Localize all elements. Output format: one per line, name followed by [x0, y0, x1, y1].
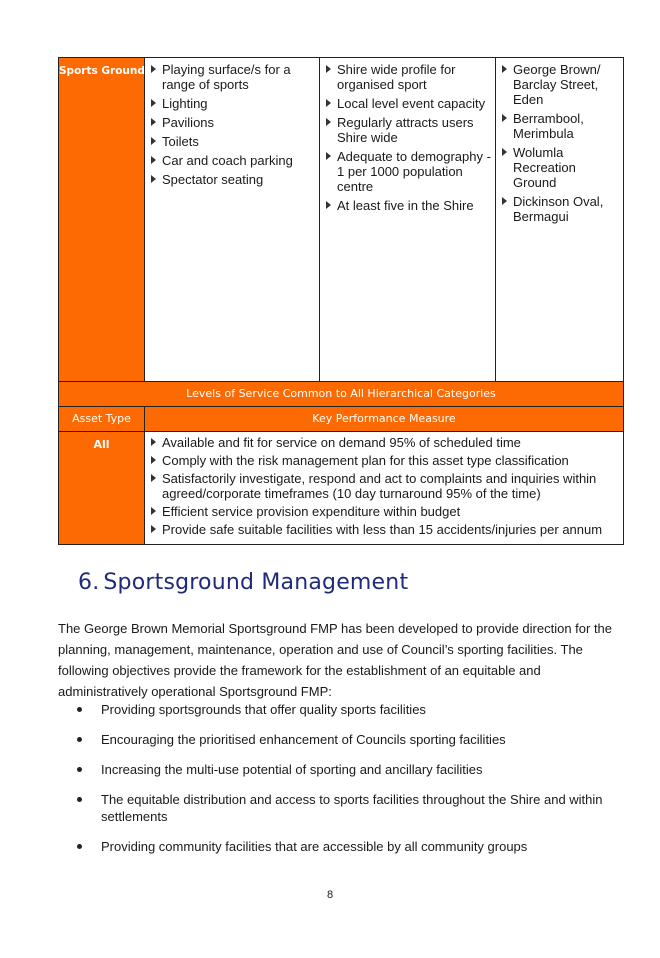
table-list-item-text: Playing surface/s for a range of sports [162, 62, 291, 92]
examples-list [500, 62, 619, 224]
triangle-bullet-icon [326, 201, 331, 209]
triangle-bullet-icon [151, 99, 156, 107]
bullet-dot-icon [77, 797, 82, 802]
triangle-bullet-icon [151, 438, 156, 446]
table-list-item-text: Comply with the risk management plan for this asset type classification [162, 453, 569, 468]
header-row [59, 407, 624, 432]
table-list-item-text: Lighting [162, 96, 208, 111]
section-number: 6. [78, 570, 100, 595]
section-heading [78, 570, 408, 595]
table-list-item [149, 471, 619, 501]
triangle-bullet-icon [151, 156, 156, 164]
objective-text: Providing sportsgrounds that offer quality sports facilities [101, 702, 426, 717]
table-list-item-text: Pavilions [162, 115, 215, 130]
facilities-list [149, 62, 315, 187]
category-cell: Sports Ground [59, 58, 145, 382]
triangle-bullet-icon [151, 65, 156, 73]
triangle-bullet-icon [151, 175, 156, 183]
table-list-item [149, 153, 315, 168]
triangle-bullet-icon [326, 152, 331, 160]
service-levels-table [58, 57, 624, 545]
page-number: 8 [326, 889, 334, 901]
common-levels-band: Levels of Service Common to All Hierarchical Categories [59, 382, 624, 407]
examples-cell [496, 58, 624, 382]
table-list-item-text: Wolumla Recreation Ground [513, 145, 576, 190]
triangle-bullet-icon [151, 474, 156, 482]
facilities-cell [145, 58, 320, 382]
kpm-cell [145, 432, 624, 545]
intro-paragraph: The George Brown Memorial Sportsground FMP has been developed to provide direction for the planning, management, maintenance, operation and use of Council’s sporting facilities. The following objectives provide the framework for the establishment of an equitable and administratively operational Sportsground FMP: [58, 621, 613, 699]
objective-text: Increasing the multi-use potential of sporting and ancillary facilities [101, 762, 483, 777]
table-list-item [149, 435, 619, 450]
table-list-item-text: Shire wide profile for organised sport [337, 62, 456, 92]
bullet-dot-icon [77, 844, 82, 849]
criteria-cell [320, 58, 496, 382]
table-list-item-text: Adequate to demography - 1 per 1000 population centre [337, 149, 491, 194]
table-list-item-text: Car and coach parking [162, 153, 293, 168]
table-list-item-text: Spectator seating [162, 172, 264, 187]
objective-item [58, 761, 618, 778]
objectives-list [58, 701, 618, 868]
triangle-bullet-icon [151, 525, 156, 533]
triangle-bullet-icon [151, 137, 156, 145]
objective-text: Providing community facilities that are accessible by all community groups [101, 839, 528, 854]
kpm-header: Key Performance Measure [145, 407, 624, 432]
table-list-item [149, 115, 315, 130]
objective-item [58, 791, 618, 825]
triangle-bullet-icon [151, 118, 156, 126]
table-list-item-text: Satisfactorily investigate, respond and act to complaints and inquiries within agreed/corporate timeframes (10 day turnaround 95% of the time) [162, 471, 597, 501]
table-list-item [500, 62, 619, 107]
table-list-item-text: Provide safe suitable facilities with less than 15 accidents/injuries per annum [162, 522, 603, 537]
objective-item [58, 731, 618, 748]
bullet-dot-icon [77, 767, 82, 772]
triangle-bullet-icon [502, 148, 507, 156]
objective-text: The equitable distribution and access to sports facilities throughout the Shire and within settlements [101, 792, 603, 824]
table-list-item [149, 504, 619, 519]
table-list-item [324, 62, 491, 92]
table-list-item [149, 522, 619, 537]
asset-type-header: Asset Type [59, 407, 145, 432]
objective-item [58, 701, 618, 718]
sports-ground-row [59, 58, 624, 382]
table-list-item [500, 194, 619, 224]
triangle-bullet-icon [502, 197, 507, 205]
table-list-item-text: Local level event capacity [337, 96, 486, 111]
objective-text: Encouraging the prioritised enhancement of Councils sporting facilities [101, 732, 506, 747]
all-row [59, 432, 624, 545]
section-title: Sportsground Management [103, 570, 409, 595]
table-list-item-text: Toilets [162, 134, 199, 149]
table-list-item-text: Dickinson Oval, Bermagui [513, 194, 604, 224]
table-list-item-text: Available and fit for service on demand 95% of scheduled time [162, 435, 521, 450]
table-list-item-text: George Brown/ Barclay Street, Eden [513, 62, 601, 107]
all-asset-type-cell: All [59, 432, 145, 545]
triangle-bullet-icon [326, 65, 331, 73]
table-list-item [149, 96, 315, 111]
table-list-item [149, 62, 315, 92]
table-list-item [324, 198, 491, 213]
bullet-dot-icon [77, 707, 82, 712]
table-list-item [149, 172, 315, 187]
triangle-bullet-icon [326, 99, 331, 107]
bullet-dot-icon [77, 737, 82, 742]
triangle-bullet-icon [151, 507, 156, 515]
objective-item [58, 838, 618, 855]
table-list-item [324, 149, 491, 194]
criteria-list [324, 62, 491, 213]
table-list-item-text: Berrambool, Merimbula [513, 111, 584, 141]
triangle-bullet-icon [502, 65, 507, 73]
table-list-item [149, 134, 315, 149]
triangle-bullet-icon [151, 456, 156, 464]
table-list-item [500, 111, 619, 141]
triangle-bullet-icon [502, 114, 507, 122]
table-list-item-text: At least five in the Shire [337, 198, 474, 213]
table-list-item-text: Regularly attracts users Shire wide [337, 115, 474, 145]
triangle-bullet-icon [326, 118, 331, 126]
common-band-row [59, 382, 624, 407]
table-list-item-text: Efficient service provision expenditure within budget [162, 504, 461, 519]
table-list-item [500, 145, 619, 190]
kpm-list [149, 435, 619, 537]
table-list-item [324, 96, 491, 111]
table-list-item [324, 115, 491, 145]
table-list-item [149, 453, 619, 468]
